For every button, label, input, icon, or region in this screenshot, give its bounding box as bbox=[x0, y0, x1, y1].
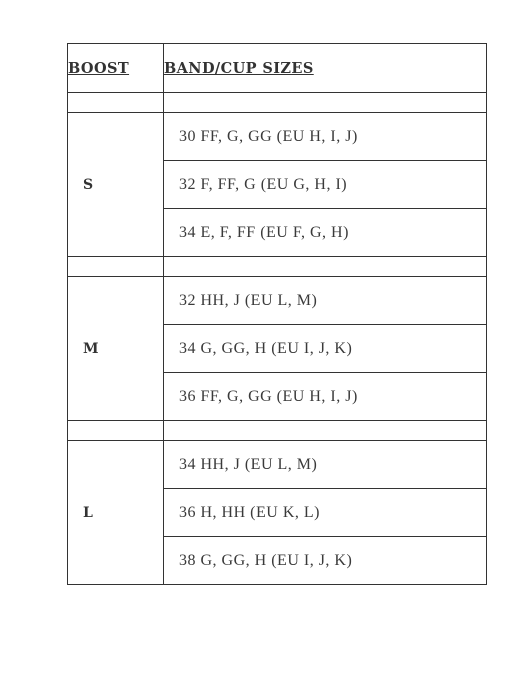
header-row bbox=[68, 44, 487, 93]
spacer-row bbox=[68, 257, 487, 277]
spacer-cell bbox=[164, 257, 487, 277]
spacer-cell bbox=[164, 421, 487, 441]
size-cell: 34 G, GG, H (EU I, J, K) bbox=[164, 325, 487, 373]
spacer-cell bbox=[68, 257, 164, 277]
spacer-cell bbox=[164, 93, 487, 113]
spacer-row bbox=[68, 93, 487, 113]
band-cup-sizes-column-header: BAND/CUP SIZES bbox=[164, 44, 487, 93]
size-cell: 34 E, F, FF (EU F, G, H) bbox=[164, 209, 487, 257]
size-cell: 38 G, GG, H (EU I, J, K) bbox=[164, 537, 487, 585]
size-cell: 30 FF, G, GG (EU H, I, J) bbox=[164, 113, 487, 161]
size-cell: 34 HH, J (EU L, M) bbox=[164, 441, 487, 489]
size-cell: 32 F, FF, G (EU G, H, I) bbox=[164, 161, 487, 209]
size-cell: 36 H, HH (EU K, L) bbox=[164, 489, 487, 537]
size-cell: 32 HH, J (EU L, M) bbox=[164, 277, 487, 325]
spacer-row bbox=[68, 421, 487, 441]
table-row bbox=[68, 277, 487, 325]
table-row bbox=[68, 113, 487, 161]
boost-column-header: BOOST bbox=[68, 44, 164, 93]
boost-level-l: L bbox=[68, 441, 164, 585]
size-cell: 36 FF, G, GG (EU H, I, J) bbox=[164, 373, 487, 421]
boost-level-s: S bbox=[68, 113, 164, 257]
boost-level-m: M bbox=[68, 277, 164, 421]
table-row bbox=[68, 441, 487, 489]
size-chart-table bbox=[67, 43, 487, 585]
spacer-cell bbox=[68, 421, 164, 441]
spacer-cell bbox=[68, 93, 164, 113]
